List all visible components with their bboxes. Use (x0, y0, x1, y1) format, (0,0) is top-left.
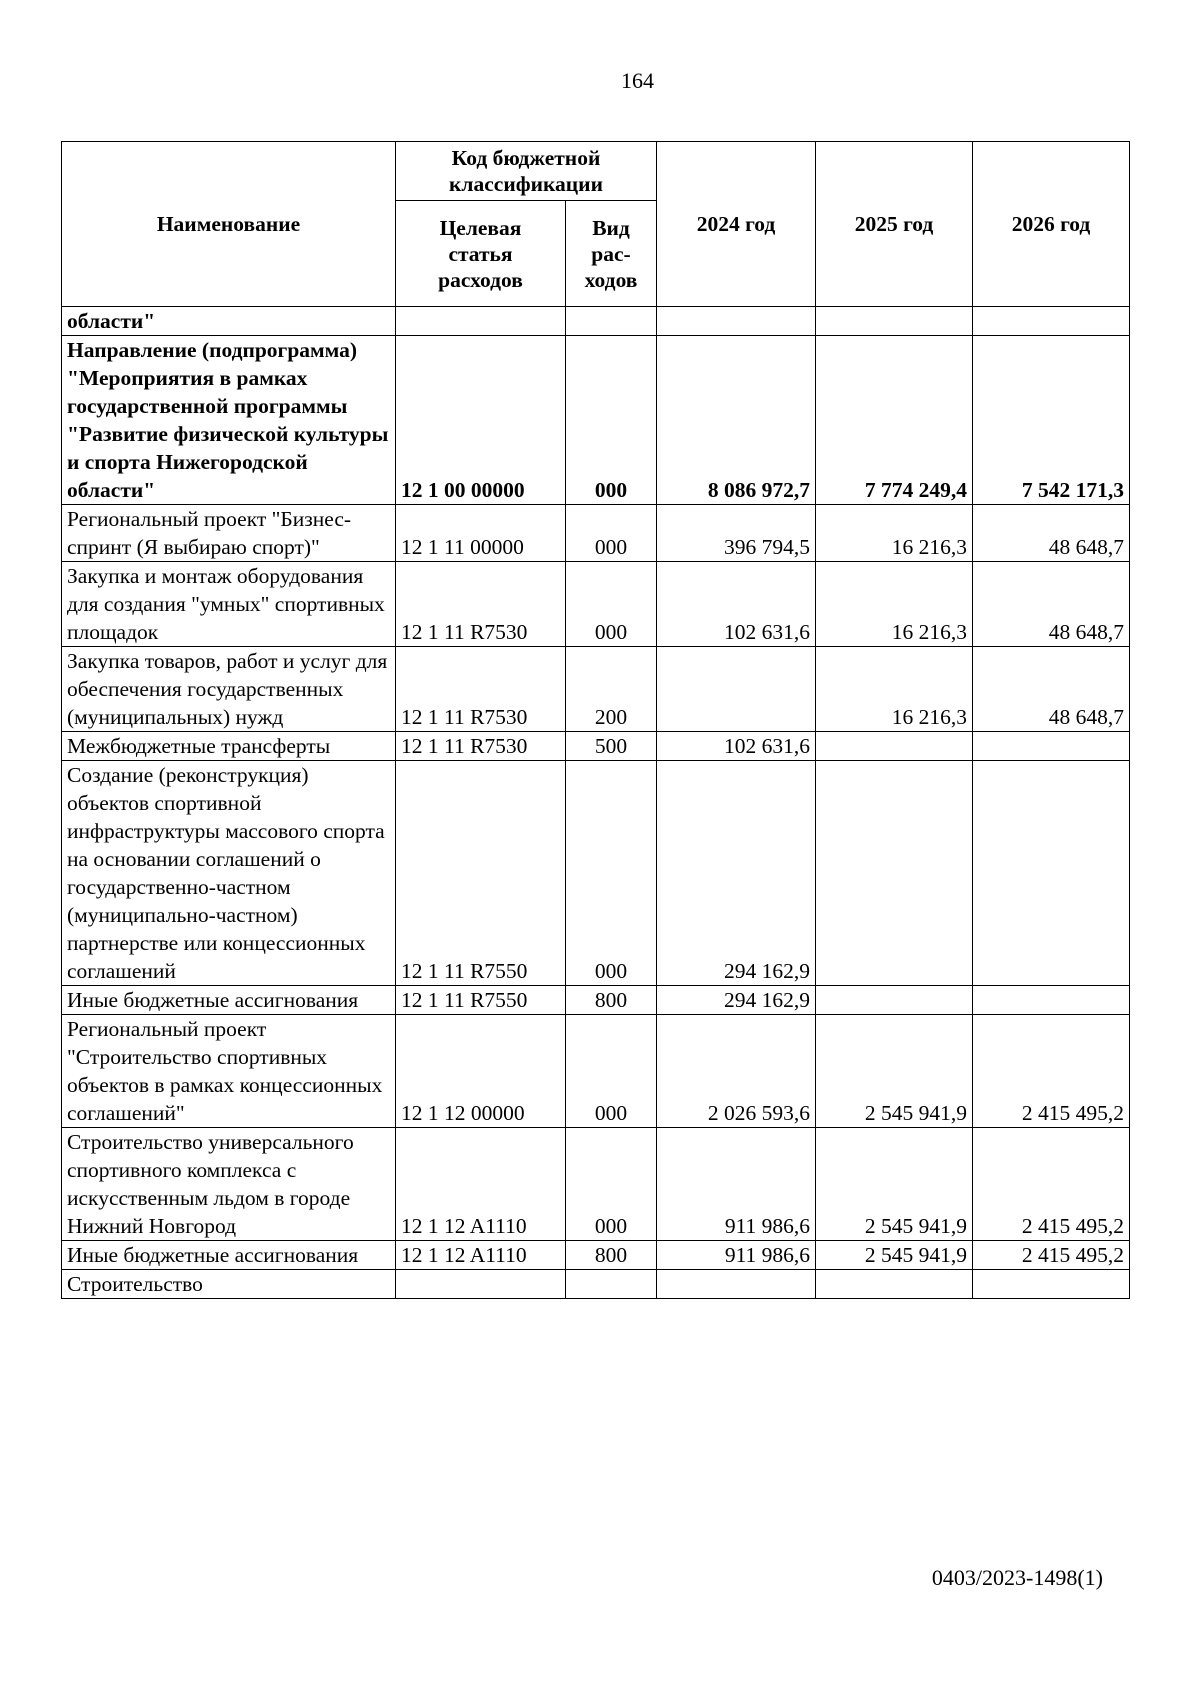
row-target-article: 12 1 12 00000 (396, 1015, 566, 1128)
row-value-2024: 911 986,6 (657, 1241, 816, 1270)
row-name: области" (62, 307, 396, 336)
row-name: Региональный проект "Строительство спортивных объектов в рамках концессионных соглашений" (62, 1015, 396, 1128)
budget-table (61, 141, 1130, 1299)
row-value-2024: 8 086 972,7 (657, 336, 816, 505)
row-expense-type: 200 (566, 647, 657, 732)
header-budget-code: Код бюджетной классификации (396, 142, 657, 201)
row-value-2026 (973, 307, 1130, 336)
row-value-2026: 48 648,7 (973, 505, 1130, 562)
row-target-article: 12 1 12 A1110 (396, 1241, 566, 1270)
row-name: Межбюджетные трансферты (62, 732, 396, 761)
row-value-2026 (973, 986, 1130, 1015)
page-number: 164 (621, 68, 654, 93)
table-header (62, 142, 1130, 307)
row-target-article: 12 1 11 R7530 (396, 732, 566, 761)
row-value-2026: 2 415 495,2 (973, 1241, 1130, 1270)
row-target-article: 12 1 11 R7550 (396, 761, 566, 986)
row-value-2026: 2 415 495,2 (973, 1128, 1130, 1241)
row-value-2026: 7 542 171,3 (973, 336, 1130, 505)
row-expense-type: 000 (566, 336, 657, 505)
row-value-2024 (657, 647, 816, 732)
table-row (62, 336, 1130, 505)
row-value-2025: 7 774 249,4 (816, 336, 973, 505)
row-value-2026: 48 648,7 (973, 562, 1130, 647)
row-value-2025: 2 545 941,9 (816, 1128, 973, 1241)
row-value-2024: 294 162,9 (657, 761, 816, 986)
row-value-2025: 2 545 941,9 (816, 1015, 973, 1128)
row-value-2025 (816, 307, 973, 336)
row-target-article: 12 1 11 00000 (396, 505, 566, 562)
row-name: Направление (подпрограмма) "Мероприятия в рамках государственной программы "Развитие физической культуры и спорта Нижегородской области" (62, 336, 396, 505)
row-expense-type: 000 (566, 1015, 657, 1128)
row-name: Иные бюджетные ассигнования (62, 1241, 396, 1270)
row-value-2024: 102 631,6 (657, 562, 816, 647)
table-row (62, 505, 1130, 562)
header-year-2026: 2026 год (973, 142, 1130, 307)
row-value-2026 (973, 1270, 1130, 1299)
row-expense-type: 800 (566, 1241, 657, 1270)
table-row (62, 1241, 1130, 1270)
row-value-2024: 911 986,6 (657, 1128, 816, 1241)
header-target-article: Целевая статья расходов (396, 201, 566, 307)
row-value-2024: 102 631,6 (657, 732, 816, 761)
row-target-article: 12 1 11 R7530 (396, 562, 566, 647)
table-row (62, 647, 1130, 732)
table-row (62, 307, 1130, 336)
row-name: Региональный проект "Бизнес-спринт (Я выбираю спорт)" (62, 505, 396, 562)
row-value-2024: 294 162,9 (657, 986, 816, 1015)
row-value-2025 (816, 986, 973, 1015)
table-row (62, 1015, 1130, 1128)
row-target-article (396, 307, 566, 336)
header-year-2024: 2024 год (657, 142, 816, 307)
row-value-2024 (657, 307, 816, 336)
row-name: Иные бюджетные ассигнования (62, 986, 396, 1015)
row-value-2026: 48 648,7 (973, 647, 1130, 732)
row-name: Строительство универсального спортивного комплекса с искусственным льдом в городе Нижний Новгород (62, 1128, 396, 1241)
row-value-2025: 2 545 941,9 (816, 1241, 973, 1270)
row-target-article: 12 1 00 00000 (396, 336, 566, 505)
row-value-2025 (816, 1270, 973, 1299)
row-value-2025: 16 216,3 (816, 562, 973, 647)
row-value-2024 (657, 1270, 816, 1299)
row-value-2024: 2 026 593,6 (657, 1015, 816, 1128)
row-value-2026 (973, 732, 1130, 761)
document-code: 0403/2023-1498(1) (931, 1565, 1103, 1590)
row-value-2025: 16 216,3 (816, 647, 973, 732)
row-expense-type: 000 (566, 505, 657, 562)
table-row (62, 562, 1130, 647)
row-expense-type: 500 (566, 732, 657, 761)
row-expense-type (566, 1270, 657, 1299)
header-expense-type: Вид рас-ходов (566, 201, 657, 307)
row-target-article: 12 1 11 R7550 (396, 986, 566, 1015)
row-value-2024: 396 794,5 (657, 505, 816, 562)
table-row (62, 1270, 1130, 1299)
row-target-article (396, 1270, 566, 1299)
row-expense-type: 800 (566, 986, 657, 1015)
header-year-2025: 2025 год (816, 142, 973, 307)
row-target-article: 12 1 12 A1110 (396, 1128, 566, 1241)
table-row (62, 1128, 1130, 1241)
row-expense-type: 000 (566, 562, 657, 647)
table-body (62, 307, 1130, 1299)
row-value-2026: 2 415 495,2 (973, 1015, 1130, 1128)
row-name: Закупка и монтаж оборудования для создания "умных" спортивных площадок (62, 562, 396, 647)
header-name: Наименование (62, 142, 396, 307)
row-expense-type: 000 (566, 1128, 657, 1241)
row-name: Строительство (62, 1270, 396, 1299)
row-expense-type: 000 (566, 761, 657, 986)
row-target-article: 12 1 11 R7530 (396, 647, 566, 732)
table-row (62, 761, 1130, 986)
table-row (62, 986, 1130, 1015)
row-value-2025 (816, 732, 973, 761)
row-value-2025: 16 216,3 (816, 505, 973, 562)
row-value-2025 (816, 761, 973, 986)
row-value-2026 (973, 761, 1130, 986)
row-expense-type (566, 307, 657, 336)
row-name: Закупка товаров, работ и услуг для обеспечения государственных (муниципальных) нужд (62, 647, 396, 732)
table-row (62, 732, 1130, 761)
row-name: Создание (реконструкция) объектов спортивной инфраструктуры массового спорта на основании соглашений о государственно-частном (муниципально-частном) партнерстве или концессионных соглашений (62, 761, 396, 986)
